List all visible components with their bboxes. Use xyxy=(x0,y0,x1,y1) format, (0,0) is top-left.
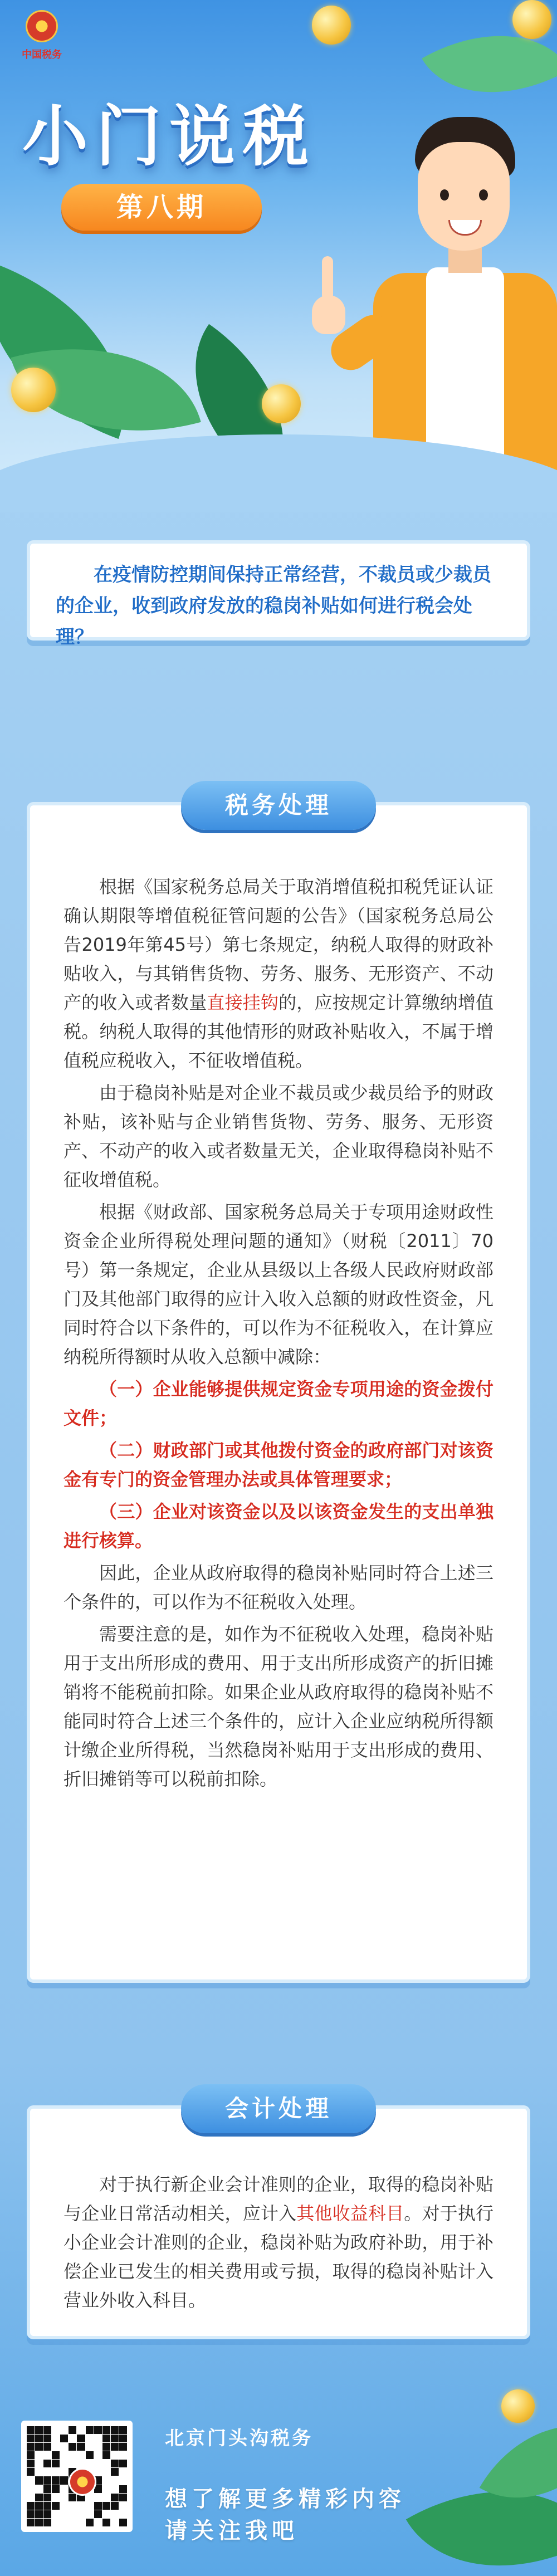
tax-paragraph: 根据《财政部、国家税务总局关于专项用途财政性资金企业所得税处理问题的通知》（财税〔2011〕70号）第一条规定，企业从县级以上各级人民政府财政部门及其他部门取得的应计入收入总额的财政性资金，凡同时符合以下条件的，可以作为不征税收入，在计算应纳税所得额时从收入总额中减除： xyxy=(63,1201,494,1367)
accounting-section-card xyxy=(27,2095,530,2339)
qr-logo-icon xyxy=(69,2468,96,2496)
acct-p1-highlight: 其他收益科目 xyxy=(296,2203,404,2224)
coin-icon xyxy=(262,384,301,423)
coin-icon xyxy=(312,6,351,45)
accounting-section-heading: 会计处理 xyxy=(181,2084,376,2133)
coin-icon xyxy=(501,2389,535,2423)
tax-section-heading: 税务处理 xyxy=(181,781,376,830)
footer xyxy=(0,2384,557,2576)
acct-p1-text-end: 。对于执行小企业会计准则的企业，稳岗补贴为政府补助，用于补偿企业已发生的相关费用或亏损，取得的稳岗补贴计入营业外收入科目。 xyxy=(63,2203,494,2311)
presenter-illustration xyxy=(312,111,557,490)
condition-item: （三）企业对该资金以及以该资金发生的支出单独进行核算。 xyxy=(63,1501,494,1551)
tax-paragraph xyxy=(63,872,494,1075)
tax-section-card xyxy=(27,791,530,1983)
tax-emblem-logo xyxy=(17,10,67,66)
accounting-paragraph xyxy=(63,2170,494,2315)
issue-badge: 第八期 xyxy=(61,184,262,231)
tax-p1-text: 根据《国家税务总局关于取消增值税扣税凭证认证确认期限等增值税征管问题的公告》（国家税务总局公告2019年第45号）第七条规定，纳税人取得的财政补贴收入，与其销售货物、劳务、服务、无形资产、不动产的收入或者数量 xyxy=(63,876,494,1013)
account-name: 北京门头沟税务 xyxy=(165,2427,313,2450)
condition-item: （二）财政部门或其他拨付资金的政府部门对该资金有专门的资金管理办法或具体管理要求； xyxy=(63,1440,494,1490)
coin-icon xyxy=(512,0,551,39)
coin-icon xyxy=(11,368,56,412)
intro-question: 在疫情防控期间保持正常经营，不裁员或少裁员的企业，收到政府发放的稳岗补贴如何进行税会处理？ xyxy=(56,564,491,648)
condition-item: （一）企业能够提供规定资金专项用途的资金拨付文件； xyxy=(63,1379,494,1429)
acct-p1-text: 对于执行新企业会计准则的企业，取得的稳岗补贴与企业日常活动相关，应计入 xyxy=(63,2174,494,2224)
follow-prompt-line1: 想了解更多精彩内容 xyxy=(165,2486,405,2512)
hero-banner xyxy=(0,0,557,512)
emblem-text: 中国税务 xyxy=(22,49,62,61)
tax-paragraph: 由于稳岗补贴是对企业不裁员或少裁员给予的财政补贴，该补贴与企业销售货物、劳务、服务、无形资产、不动产的收入或者数量无关，企业取得稳岗补贴不征收增值税。 xyxy=(63,1082,494,1190)
tax-paragraph: 需要注意的是，如作为不征税收入处理，稳岗补贴用于支出所形成的费用、用于支出所形成资产的折旧摊销将不能税前扣除。如果企业从政府取得的稳岗补贴不能同时符合上述三个条件的，应计入企业应纳税所得额计缴企业所得税，当然稳岗补贴用于支出形成的费用、折旧摊销等可以税前扣除。 xyxy=(63,1624,494,1790)
tax-p1-highlight: 直接挂钩 xyxy=(207,992,279,1013)
page-title: 小门说税 xyxy=(22,98,317,175)
tax-p1-text-end: 的，应按规定计算缴纳增值税。纳税人取得的其他情形的财政补贴收入，不属于增值税应税收入，不征收增值税。 xyxy=(63,992,494,1071)
emblem-icon xyxy=(26,10,58,42)
intro-card xyxy=(27,540,530,648)
qr-code[interactable] xyxy=(21,2421,133,2532)
tax-paragraph: 因此，企业从政府取得的稳岗补贴同时符合上述三个条件的，可以作为不征税收入处理。 xyxy=(63,1562,494,1612)
follow-prompt-line2: 请关注我吧 xyxy=(165,2518,299,2544)
